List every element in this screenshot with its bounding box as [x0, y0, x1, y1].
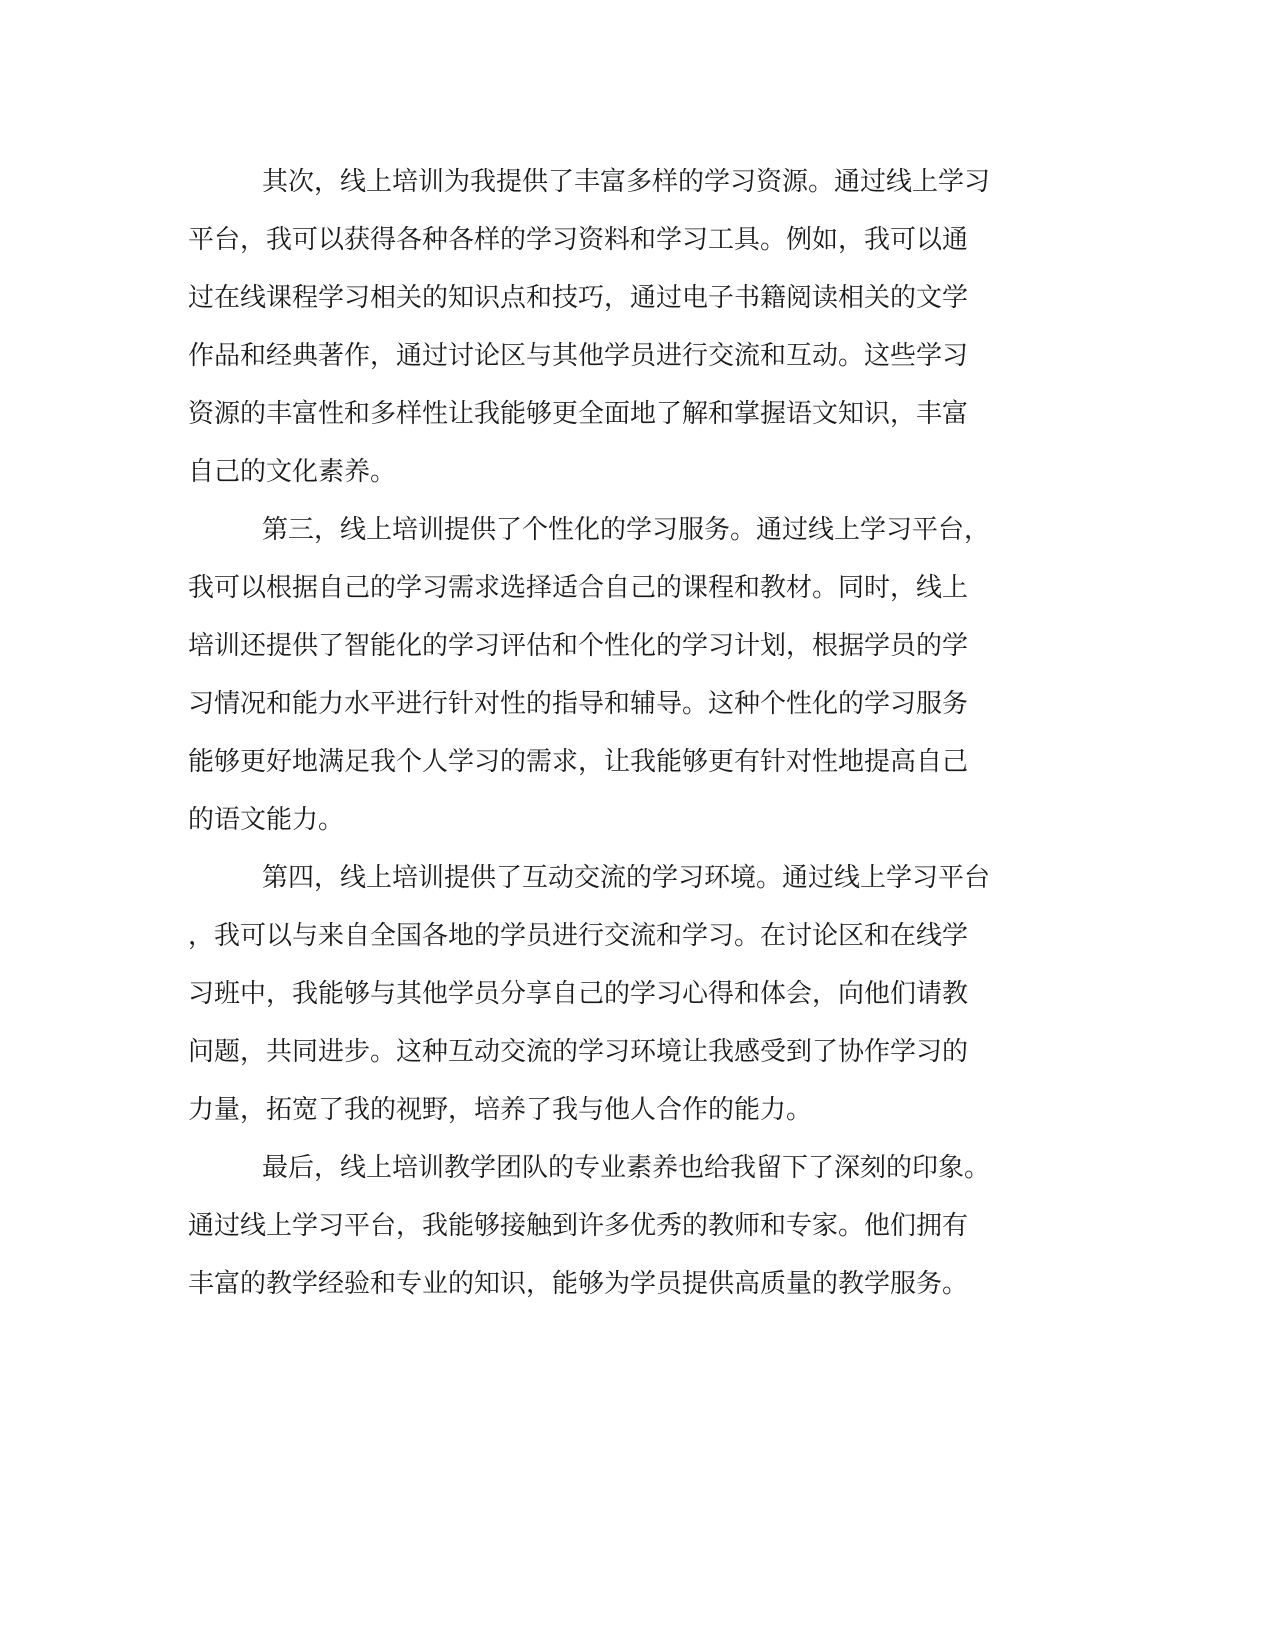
paragraph-line: 能够更好地满足我个人学习的需求，让我能够更有针对性地提高自己	[188, 747, 969, 777]
paragraph-line: 第三，线上培训提供了个性化的学习服务。通过线上学习平台，	[262, 515, 991, 545]
paragraph-line: 我可以根据自己的学习需求选择适合自己的课程和教材。同时，线上	[188, 573, 969, 603]
paragraph-line: 通过线上学习平台，我能够接触到许多优秀的教师和专家。他们拥有	[188, 1211, 969, 1241]
paragraph-line: 力量，拓宽了我的视野，培养了我与他人合作的能力。	[188, 1095, 813, 1125]
paragraph-line: ，我可以与来自全国各地的学员进行交流和学习。在讨论区和在线学	[188, 921, 969, 951]
paragraph-line: 其次，线上培训为我提供了丰富多样的学习资源。通过线上学习	[262, 167, 991, 197]
paragraph-line: 自己的文化素养。	[188, 457, 397, 487]
paragraph-line: 资源的丰富性和多样性让我能够更全面地了解和掌握语文知识，丰富	[188, 399, 969, 429]
paragraph-line: 的语文能力。	[188, 805, 345, 835]
paragraph-line: 过在线课程学习相关的知识点和技巧，通过电子书籍阅读相关的文学	[188, 283, 969, 313]
paragraph-line: 最后，线上培训教学团队的专业素养也给我留下了深刻的印象。	[262, 1153, 991, 1183]
paragraph-line: 丰富的教学经验和专业的知识，能够为学员提供高质量的教学服务。	[188, 1269, 969, 1299]
paragraph-line: 第四，线上培训提供了互动交流的学习环境。通过线上学习平台	[262, 863, 991, 893]
paragraph-line: 作品和经典著作，通过讨论区与其他学员进行交流和互动。这些学习	[188, 341, 969, 371]
paragraph-line: 习班中，我能够与其他学员分享自己的学习心得和体会，向他们请教	[188, 979, 969, 1009]
paragraph-line: 培训还提供了智能化的学习评估和个性化的学习计划，根据学员的学	[188, 631, 969, 661]
paragraph-line: 习情况和能力水平进行针对性的指导和辅导。这种个性化的学习服务	[188, 689, 969, 719]
paragraph-line: 平台，我可以获得各种各样的学习资料和学习工具。例如，我可以通	[188, 225, 969, 255]
paragraph-line: 问题，共同进步。这种互动交流的学习环境让我感受到了协作学习的	[188, 1037, 969, 1067]
